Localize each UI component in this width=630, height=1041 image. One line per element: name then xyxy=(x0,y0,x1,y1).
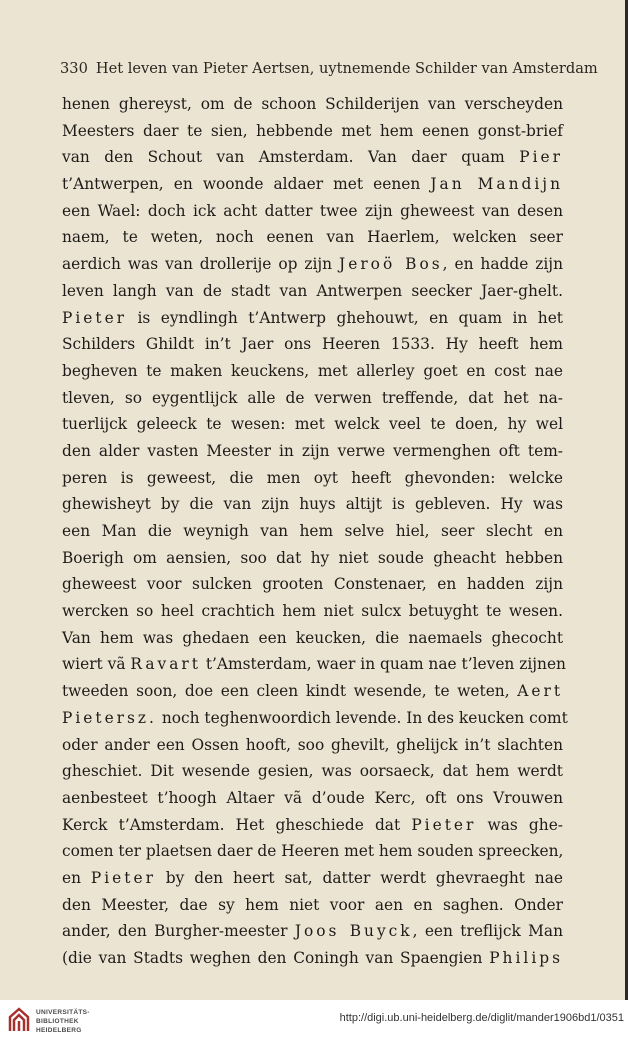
spaced-name: Ravart xyxy=(130,655,201,674)
text-line xyxy=(62,918,563,945)
text-line xyxy=(62,545,563,572)
spaced-name: Pietersz. xyxy=(62,708,157,727)
text-line xyxy=(62,91,563,118)
text-segment: by den heert sat, datter werdt ghevraeght nae xyxy=(155,868,563,887)
text-segment: een Wael: doch ick acht datter twee zijn gheweest van desen xyxy=(62,201,563,220)
text-segment: , een treflijck Man xyxy=(412,922,563,941)
text-line xyxy=(62,331,563,358)
logo-text-line: UNIVERSITÄTS- xyxy=(36,1009,90,1016)
text-line xyxy=(62,625,563,652)
text-line xyxy=(62,171,563,198)
spaced-name: Aert xyxy=(517,682,563,701)
text-line xyxy=(62,518,563,545)
text-segment: is eyndlingh t’Antwerp ghehouwt, en quam in het xyxy=(127,308,563,327)
page-number: 330 xyxy=(60,60,88,77)
text-line xyxy=(62,305,563,332)
text-line xyxy=(62,358,563,385)
text-segment: begheven te maken keuckens, met allerley goet en cost nae xyxy=(62,361,563,380)
text-line xyxy=(62,812,563,839)
text-segment: wercken so heel crachtich hem niet sulcx betuyght te wesen. xyxy=(62,602,563,621)
text-line xyxy=(62,758,563,785)
text-line xyxy=(62,465,563,492)
logo-text-line: HEIDELBERG xyxy=(36,1027,82,1034)
text-segment: , en hadde zijn xyxy=(442,255,563,274)
spaced-name: Joos Buyck xyxy=(294,922,413,941)
text-segment: t’Antwerpen, en woonde aldaer met eenen xyxy=(62,175,431,194)
text-segment: comen ter plaetsen daer de Heeren met hem souden spreecken, xyxy=(62,842,564,861)
text-line xyxy=(62,278,563,305)
text-segment: aerdich was van drollerije op zijn xyxy=(62,255,340,274)
text-line xyxy=(62,785,563,812)
text-line xyxy=(62,251,563,278)
body-text xyxy=(62,91,568,972)
text-line xyxy=(62,144,563,171)
text-segment: van den Schout van Amsterdam. Van daer quam xyxy=(62,148,520,167)
text-line xyxy=(62,491,563,518)
logo-text-line: BIBLIOTHEK xyxy=(36,1018,79,1025)
spaced-name: Pieter xyxy=(90,868,156,887)
text-segment: Kerck t’Amsterdam. Het gheschiede dat xyxy=(62,815,412,834)
spaced-name: Pieter xyxy=(411,815,477,834)
text-line xyxy=(62,705,568,732)
text-line xyxy=(62,892,563,919)
viewer-footer xyxy=(0,1000,630,1041)
text-segment: gheschiet. Dit wesende gesien, was oorsaeck, dat hem werdt xyxy=(62,762,563,781)
text-segment: aenbesteet t’hoogh Altaer vã d’oude Kerc, oft ons Vrouwen xyxy=(62,788,563,807)
text-segment: Schilders Ghildt in’t Jaer ons Heeren 1533. Hy heeft hem xyxy=(62,335,563,354)
text-line xyxy=(62,838,563,865)
text-line xyxy=(62,678,563,705)
text-line xyxy=(62,865,563,892)
text-segment: noch teghenwoordich levende. In des keucken comt xyxy=(156,708,568,727)
text-line xyxy=(62,571,563,598)
spaced-name: Pieter xyxy=(62,308,128,327)
text-line xyxy=(62,385,563,412)
text-segment: oder ander een Ossen hooft, soo ghevilt, ghelijck in’t slachten xyxy=(62,735,563,754)
spaced-name: Jeroö Bos xyxy=(339,255,443,274)
text-segment: leven langh van de stadt van Antwerpen seecker Jaer-ghelt. xyxy=(62,281,563,300)
text-segment: naem, te weten, noch eenen van Haerlem, welcken seer xyxy=(62,228,563,247)
text-segment: (die van Stadts weghen den Coningh van Spaengien xyxy=(62,949,490,967)
text-line xyxy=(62,732,563,759)
text-segment: ander, den Burgher-meester xyxy=(62,922,295,941)
text-segment: den Meester, dae sy hem niet voor aen en saghen. Onder xyxy=(62,895,563,914)
text-segment: den alder vasten Meester in zijn verwe vermenghen oft tem- xyxy=(62,441,563,460)
university-library-logo[interactable] xyxy=(8,1005,98,1037)
text-segment: tleven, so eygentlijck alle de verwen treffende, dat het na- xyxy=(62,388,563,407)
running-title: Het leven van Pieter Aertsen, uytnemende Schilder van Amsterdam xyxy=(95,60,598,77)
text-line xyxy=(62,198,563,225)
library-crest-icon xyxy=(8,1007,30,1033)
text-segment: was ghe- xyxy=(476,815,563,834)
text-line xyxy=(62,651,566,678)
text-segment: gheweest voor sulcken grooten Constenaer, en hadden zijn xyxy=(62,575,563,594)
text-line xyxy=(62,224,563,251)
spaced-name: Jan Mandijn xyxy=(430,175,563,194)
text-segment: Van hem was ghedaen een keucken, die naemaels ghecocht xyxy=(62,628,563,647)
text-line xyxy=(62,438,563,465)
text-segment: tuerlijck geleeck te wesen: met welck veel te doen, hy wel xyxy=(62,415,563,434)
text-segment: wiert vã xyxy=(62,655,131,674)
text-line xyxy=(62,118,563,145)
text-segment: henen ghereyst, om de schoon Schilderijen van verscheyden xyxy=(62,95,563,113)
page-header xyxy=(60,60,598,77)
spaced-name: Pier xyxy=(519,148,563,167)
text-segment: een Man die weynigh van hem selve hiel, seer slecht en xyxy=(62,522,563,540)
text-segment: tweeden soon, doe een cleen kindt wesende, te weten, xyxy=(62,682,518,701)
text-line xyxy=(62,945,563,972)
text-segment: peren is geweest, die men oyt heeft ghevonden: welcke xyxy=(62,468,563,487)
permalink-url[interactable]: http://digi.ub.uni-heidelberg.de/diglit/mander1906bd1/0351 xyxy=(339,1012,624,1024)
text-line xyxy=(62,411,563,438)
spaced-name: Philips xyxy=(489,949,563,967)
text-segment: Meesters daer te sien, hebbende met hem eenen gonst-brief xyxy=(62,121,563,140)
text-segment: Boerigh om aensien, soo dat hy niet soude gheacht hebben xyxy=(62,548,563,567)
text-segment: en xyxy=(62,868,91,887)
text-segment: t’Amsterdam, waer in quam nae t’leven zijnen xyxy=(200,655,566,674)
text-line xyxy=(62,598,563,625)
text-segment: ghewisheyt by die van zijn huys altijt is gebleven. Hy was xyxy=(62,495,563,514)
